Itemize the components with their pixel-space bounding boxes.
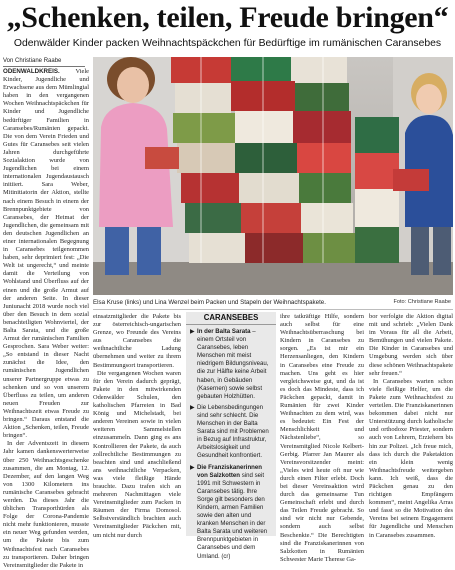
photo-caption — [93, 298, 453, 308]
subheadline: Odenwälder Kinder packen Weihnachtspäckchen für Bedürftige im rumänischen Caransebes — [13, 38, 442, 49]
column-2 — [93, 313, 181, 539]
info-box-item-text: Die Lebensbedingungen sind sehr schlecht. Die Menschen in der Balta Sarata sind mit Problemen in Bezug auf Infrastruktur, Arbeitslosigkeit und Gesundheit konfrontiert. — [197, 403, 269, 460]
column-1-text: Viele Kinder, Jugendliche und Erwachsene aus dem Mümlingtal haben in den vergangenen Wochen Weihnachtspäckchen für Kinder und Jugendliche bedürftiger Familien in Caransebes/Rumänien gepackt. Die von dem Verein Frieden und Gutes für Caransebes seit vielen Jahren durchgeführte Sozialaktion wurde von Jugendlichen bei einem internationalen Jugendaustausch initiiert. Sara Weber, Mitinitiatorin der Aktion, stellte nach einem Besuch in einem der Brennpunktgebiete von Caransebes, der Heimat der Jugendlichen, die gemeinsam mit den deutschen Jugendlichen an einer internationalen Begegnung in Caransebes teilgenommen haben, sehr deprimiert fest: „Die Welt ist ungerecht,“ und meinte damit die Verteilung von Wohlstand und Überfluss auf der einen und die große Armut auf der anderen Seite. In dieser Juniunacht 2018 wurde noch viel über den Besuch in dem sozial benachteiligten Wohnviertel, der Balta Sarata, und die große Armut der rumänischen Familien Gesprochen. Sara Weber weiter: „So entstand in dieser Nacht zunächst die Idee, den rumänischen Jugendlichen unserer Partnergruppe etwas zu schenken und so von unserem Überfluss zu teilen, um anderen neuen Freuden zur Weihnachtszeit etwas Freude zu bringen.“ Daraus entstand die Aktion „Schenken, teilen, Freude bringen“. — [3, 68, 89, 440]
column-4-paragraph: ihre tatkräftige Hilfe, sondern auch selbst für eine Weihnachtsüberraschung bei Kindern in Caransebes zu sorgen. „Es ist mir ein Herzensanliegen, den Kindern in Caransebes eine Freude zu machen. Uns geht es hier vergleichsweise gut, und da ist es doch das Mindeste, dass ich Päckchen gepackt, damit in Rumänien für zwei Kinder Weihnachten zu dem wird, was es bedeutet: Ein Fest der Menschlichkeit und Nächstenliebe“, so Vereinsmitglied Nicole Kelbert-Gerbig. Pfarrer Jan Maurer als Vereinsvorsitzender meint: „Vieles wird heute oft nur wie durch einen Filter erlebt. Doch bei dieser Vereinsaktion wird durch das gemeinsame Tun Gemeinschaft erlebt und durch das Teilen Freude gebracht. So sind wir nicht nur Gebende, sondern auch selbst Beschenkte.“ Die Berechtigten sind die Franziskanerinnen von Salzkotten in Rumänien Schwester Marie Therese Ga- — [280, 313, 364, 563]
caption-text: Elsa Kruse (links) und Lina Wenzel beim Packen und Stapeln der Weihnachtspakete. — [93, 299, 326, 306]
author-mark: (cr) — [221, 553, 231, 560]
info-box-item-text: – einem Ortsteil von Caransebes, leben Menschen mit meist niedrigem Bildungsniveau, die zur Hälfte keine Arbeit haben, in Gebäuden (Kasernen) sowie selbst gebauten Holzhütten. — [197, 328, 269, 400]
column-4 — [280, 313, 364, 563]
divider — [93, 309, 453, 310]
column-2-paragraph: Die vergangenen Wochen waren für den Verein dadurch geprägt, Pakete in den mitwirkenden Odenwälder Schulen, den katholischen Pfarreien in Bad König und Michelstadt, bei anderen Vereinen sowie in vielen weiteren Sammelstellen einzusammeln. Dann ging es ans Kontrollieren der Pakete, da auch zollrechtliche Bestimmungen zu beachten sind und anschließend ans weihnachtliche Verpacken, was viele fleißige Hände brauchte. Dazu trafen sich an mehreren Nachmittagen viele Vereinsmitglieder zum Packen in Räumen der Firma Domosol. Selbstverständlich brachten auch Vereinsmitglieder Päckchen mit, um nicht nur durch — [93, 369, 181, 539]
info-box-title: CARANSEBES — [186, 312, 276, 325]
info-box — [186, 312, 276, 560]
info-box-item — [186, 401, 276, 461]
bullet-icon: ▶ — [190, 329, 195, 335]
column-1 — [3, 68, 89, 569]
column-1-paragraph: In der Adventszeit in diesem Jahr kamen dankenswerterweise über 250 Weihnachtsgeschenke zusammen, die am Montag, 12. Dezember, auf den langen Weg von 1300 Kilometern ins rumänische Caransebes gebracht werden. Da dieses Jahr die üblichen Transporthürden als Folge der Corona-Pandemie nicht mehr funktionieren, musste ein neuer Weg gefunden werden, um die Pakete bis zum Weihnachtsfest nach Caransebes zu transportieren. Daher bringen Vereinsmitglieder die Pakete in — [3, 440, 89, 569]
info-box-item-lead: In der Balta Sarata — [197, 328, 251, 335]
info-box-item — [186, 325, 276, 401]
headline: „Schenken, teilen, Freude bringen“ — [6, 1, 449, 34]
bullet-icon: ▶ — [190, 404, 195, 411]
column-5 — [369, 313, 453, 539]
column-1-paragraph — [3, 68, 89, 440]
byline: Von Christiane Raabe — [3, 57, 85, 67]
column-5-paragraph: bor verfolgte die Aktion digital mit und schrieb: „Vielen Dank im Voraus für all die Arbeit, Bemühungen und vielen Pakete. Die Kinder in Caransebes und Umgebung werden sich über diese schönen Weihnachtspakete sehr freuen.“ — [369, 313, 453, 377]
column-5-paragraph: In Caransebes warten schon viele fleißige Helfer, um die Pakete zum Weihnachtsfest zu verteilen. Die Franziskanerinnen bekommen dabei nicht nur Unterstützung durch katholische und orthodoxe Priester, sondern auch von Lehrern, Erziehern bis hin zur Polizei. „Ich freue mich, dass ich durch die Paketaktion ein klein wenig Weihnachtsfreude weitergeben kann. Ich weiß, dass die Päckchen genau zu den richtigen Empfängern kommen“, meint Angelika Arras und fasst so die Motivation des Vereins bei seinem Engagement für Jugendliche und Menschen in Caransebes zusammen. — [369, 377, 453, 539]
info-box-item — [186, 461, 276, 561]
column-2-paragraph: einsatzmitglieder die Pakete bis zur österreichisch-ungarischen Grenze, wo Freunde des Vereins aus Caransebes die weihnachtliche Ladung übernehmen und weiter zu ihrem Bestimmungsort transportieren. — [93, 313, 181, 369]
info-box-item-text: sind seit 1991 mit Schwestern in Caransebes tätig. Ihre Sorge gilt besonders den Kindern, armen Familien sowie den alten und kranken Menschen in der Balta Sarata und weiteren Brennpunktgebieten in Caransebes und dem Umland. — [197, 471, 268, 560]
photo-credit: Foto: Christiane Raabe — [393, 299, 451, 305]
info-box-item-lead: Die Franziskanerinnen von Salzkotten — [197, 463, 263, 479]
article-photo — [93, 57, 453, 295]
bullet-icon: ▶ — [190, 464, 195, 471]
dateline: ODENWALDKREIS. — [3, 68, 60, 75]
photo-children-packing-gifts — [93, 57, 453, 295]
